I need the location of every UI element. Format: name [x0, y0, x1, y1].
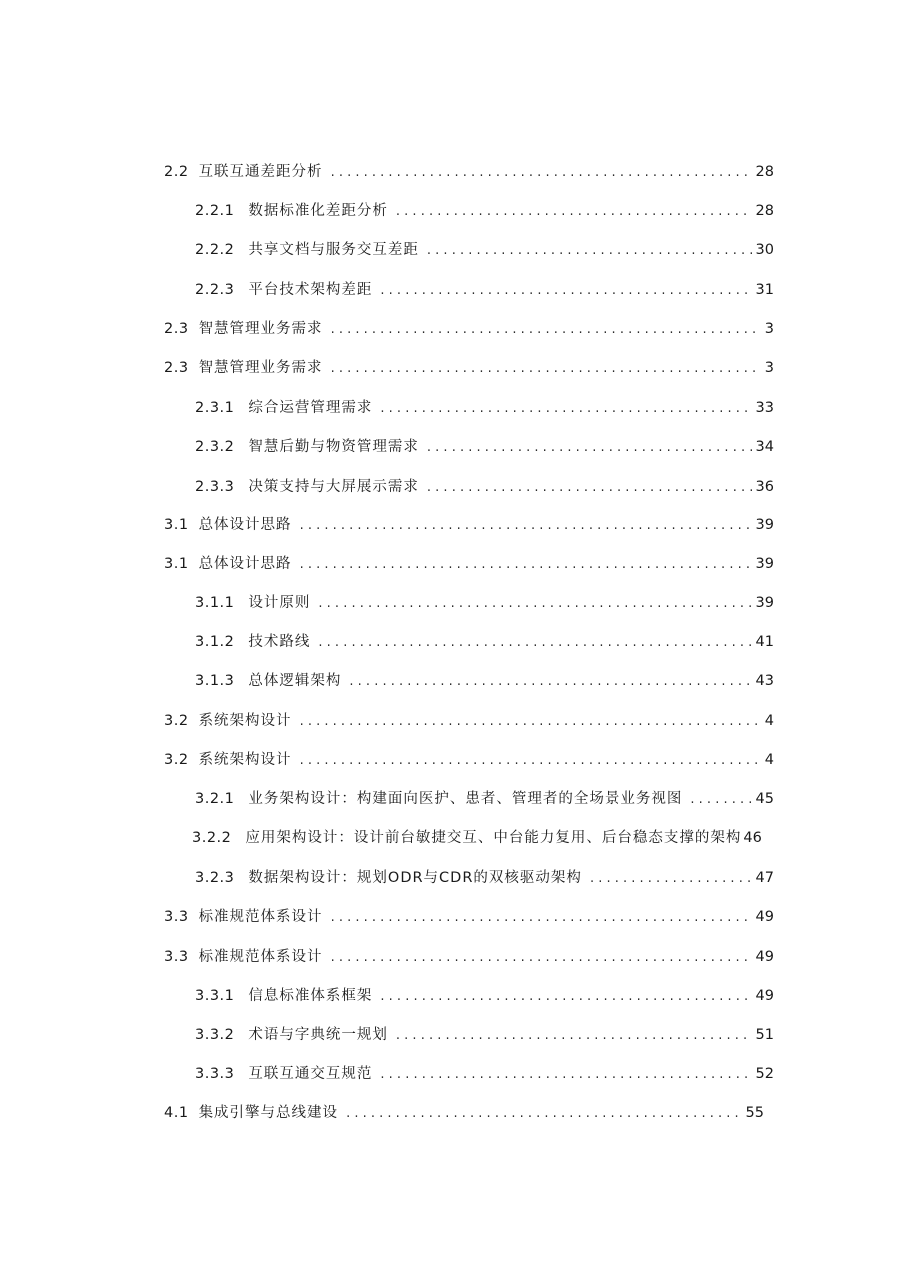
toc-dot-leader — [396, 192, 752, 232]
toc-entry-page: 43 — [755, 673, 774, 689]
toc-entry-page: 49 — [755, 988, 774, 1004]
toc-entry-title: 术语与字典统一规划 — [248, 1027, 388, 1043]
toc-entry[interactable] — [195, 388, 774, 428]
toc-entry-page: 41 — [755, 634, 774, 650]
toc-dot-leader — [318, 584, 751, 624]
toc-entry-title: 智慧管理业务需求 — [198, 321, 323, 337]
toc-entry[interactable] — [195, 467, 774, 507]
toc-entry-page: 49 — [755, 909, 774, 925]
toc-dot-leader — [318, 623, 751, 663]
toc-entry-page: 46 — [743, 830, 762, 846]
toc-entry[interactable] — [195, 427, 774, 467]
toc-dot-leader — [331, 938, 752, 978]
toc-entry[interactable] — [164, 701, 774, 741]
toc-entry-number: 3.2 — [164, 713, 189, 729]
toc-entry-number: 3.1 — [164, 517, 189, 533]
toc-entry[interactable] — [164, 348, 774, 388]
toc-entry-number: 3.1.3 — [195, 673, 235, 689]
toc-entry-number: 3.2.3 — [195, 870, 235, 886]
toc-entry-number: 3.3 — [164, 949, 189, 965]
toc-entry-page: 36 — [755, 479, 774, 495]
toc-entry-number: 3.2 — [164, 752, 189, 768]
toc-entry-title: 总体设计思路 — [198, 556, 292, 572]
toc-entry-title: 智慧管理业务需求 — [198, 360, 323, 376]
toc-dot-leader — [427, 231, 752, 271]
toc-entry-number: 2.3.2 — [195, 439, 235, 455]
toc-entry-page: 33 — [755, 400, 774, 416]
toc-dot-leader — [396, 1016, 752, 1056]
toc-entry-title: 标准规范体系设计 — [198, 949, 323, 965]
toc-entry-title: 数据标准化差距分析 — [248, 203, 388, 219]
toc-entry-page: 28 — [755, 203, 774, 219]
toc-entry-title: 总体设计思路 — [198, 517, 292, 533]
toc-entry[interactable] — [192, 818, 792, 858]
toc-entry-number: 2.3 — [164, 321, 189, 337]
toc-entry-page: 4 — [764, 752, 774, 768]
toc-entry-number: 3.1.1 — [195, 595, 235, 611]
toc-entry[interactable] — [164, 544, 774, 584]
toc-entry-title: 平台技术架构差距 — [248, 282, 373, 298]
toc-entry-page: 55 — [745, 1105, 764, 1121]
toc-entry-page: 51 — [755, 1027, 774, 1043]
toc-entry[interactable] — [164, 152, 774, 192]
toc-entry-page: 30 — [755, 242, 774, 258]
toc-entry[interactable] — [164, 740, 774, 780]
toc-entry-number: 2.2.2 — [195, 242, 235, 258]
toc-dot-leader — [590, 859, 752, 899]
toc-entry-number: 4.1 — [164, 1105, 189, 1121]
toc-entry[interactable] — [195, 858, 774, 898]
toc-dot-leader — [349, 662, 751, 702]
toc-entry-title: 共享文档与服务交互差距 — [248, 242, 419, 258]
toc-entry-number: 2.3 — [164, 360, 189, 376]
toc-dot-leader — [380, 977, 751, 1017]
toc-entry-page: 34 — [755, 439, 774, 455]
toc-dot-leader — [427, 428, 752, 468]
toc-entry-number: 3.2.1 — [195, 791, 235, 807]
toc-entry-number: 3.2.2 — [192, 830, 232, 846]
toc-entry-page: 39 — [755, 556, 774, 572]
toc-entry-number: 3.3 — [164, 909, 189, 925]
toc-entry[interactable] — [164, 1093, 764, 1133]
toc-entry-number: 2.3.3 — [195, 479, 235, 495]
toc-dot-leader — [300, 506, 752, 546]
toc-entry-title: 集成引擎与总线建设 — [198, 1105, 339, 1121]
toc-dot-leader — [331, 898, 752, 938]
toc-entry-number: 3.1.2 — [195, 634, 235, 650]
toc-dot-leader — [300, 702, 761, 742]
toc-entry-page: 49 — [755, 949, 774, 965]
toc-dot-leader — [690, 780, 751, 820]
toc-entry-number: 2.2.1 — [195, 203, 235, 219]
toc-entry[interactable] — [164, 897, 774, 937]
toc-entry-number: 3.1 — [164, 556, 189, 572]
toc-entry-title: 互联互通交互规范 — [248, 1066, 373, 1082]
toc-dot-leader — [331, 310, 761, 350]
toc-entry[interactable] — [195, 779, 774, 819]
toc-entry[interactable] — [164, 505, 774, 545]
toc-entry-title: 综合运营管理需求 — [248, 400, 373, 416]
toc-entry[interactable] — [195, 661, 774, 701]
toc-entry-title: 智慧后勤与物资管理需求 — [248, 439, 419, 455]
toc-dot-leader — [380, 389, 751, 429]
toc-entry-title: 业务架构设计：构建面向医护、患者、管理者的全场景业务视图 — [248, 791, 683, 807]
toc-entry-number: 2.3.1 — [195, 400, 235, 416]
toc-entry-page: 3 — [764, 321, 774, 337]
toc-dot-leader — [300, 741, 761, 781]
toc-entry[interactable] — [195, 1054, 774, 1094]
toc-entry[interactable] — [164, 309, 774, 349]
toc-entry-title: 系统架构设计 — [198, 713, 292, 729]
toc-entry-number: 3.3.1 — [195, 988, 235, 1004]
toc-entry-title: 总体逻辑架构 — [248, 673, 342, 689]
toc-entry-title: 互联互通差距分析 — [198, 164, 323, 180]
toc-entry-number: 3.3.3 — [195, 1066, 235, 1082]
toc-dot-leader — [427, 468, 752, 508]
toc-entry[interactable] — [164, 937, 774, 977]
toc-entry-title: 标准规范体系设计 — [198, 909, 323, 925]
toc-entry-title: 技术路线 — [248, 634, 311, 650]
toc-entry[interactable] — [195, 976, 774, 1016]
toc-dot-leader — [331, 349, 761, 389]
toc-entry-page: 39 — [755, 595, 774, 611]
toc-entry-number: 2.2.3 — [195, 282, 235, 298]
toc-entry-title: 应用架构设计：设计前台敏捷交互、中台能力复用、后台稳态支撑的架构 — [245, 830, 742, 846]
toc-entry-title: 数据架构设计：规划ODR与CDR的双核驱动架构 — [248, 870, 582, 886]
toc-entry-page: 47 — [755, 870, 774, 886]
toc-entry[interactable] — [195, 230, 774, 270]
toc-entry[interactable] — [195, 1015, 774, 1055]
toc-entry-page: 39 — [755, 517, 774, 533]
toc-dot-leader — [380, 271, 751, 311]
toc-entry-page: 52 — [755, 1066, 774, 1082]
toc-entry[interactable] — [195, 583, 774, 623]
toc-entry-title: 设计原则 — [248, 595, 311, 611]
toc-entry-title: 决策支持与大屏展示需求 — [248, 479, 419, 495]
toc-entry[interactable] — [195, 270, 774, 310]
toc-entry-title: 信息标准体系框架 — [248, 988, 373, 1004]
toc-entry-page: 45 — [755, 791, 774, 807]
toc-dot-leader — [300, 545, 752, 585]
toc-dot-leader — [331, 153, 752, 193]
toc-entry[interactable] — [195, 191, 774, 231]
toc-entry-number: 2.2 — [164, 164, 189, 180]
toc-dot-leader — [380, 1055, 751, 1095]
toc-entry-title: 系统架构设计 — [198, 752, 292, 768]
toc-entry-page: 4 — [764, 713, 774, 729]
toc-entry-page: 3 — [764, 360, 774, 376]
toc-entry-number: 3.3.2 — [195, 1027, 235, 1043]
toc-dot-leader — [346, 1094, 741, 1134]
toc-entry[interactable] — [195, 622, 774, 662]
toc-entry-page: 31 — [755, 282, 774, 298]
toc-entry-page: 28 — [755, 164, 774, 180]
